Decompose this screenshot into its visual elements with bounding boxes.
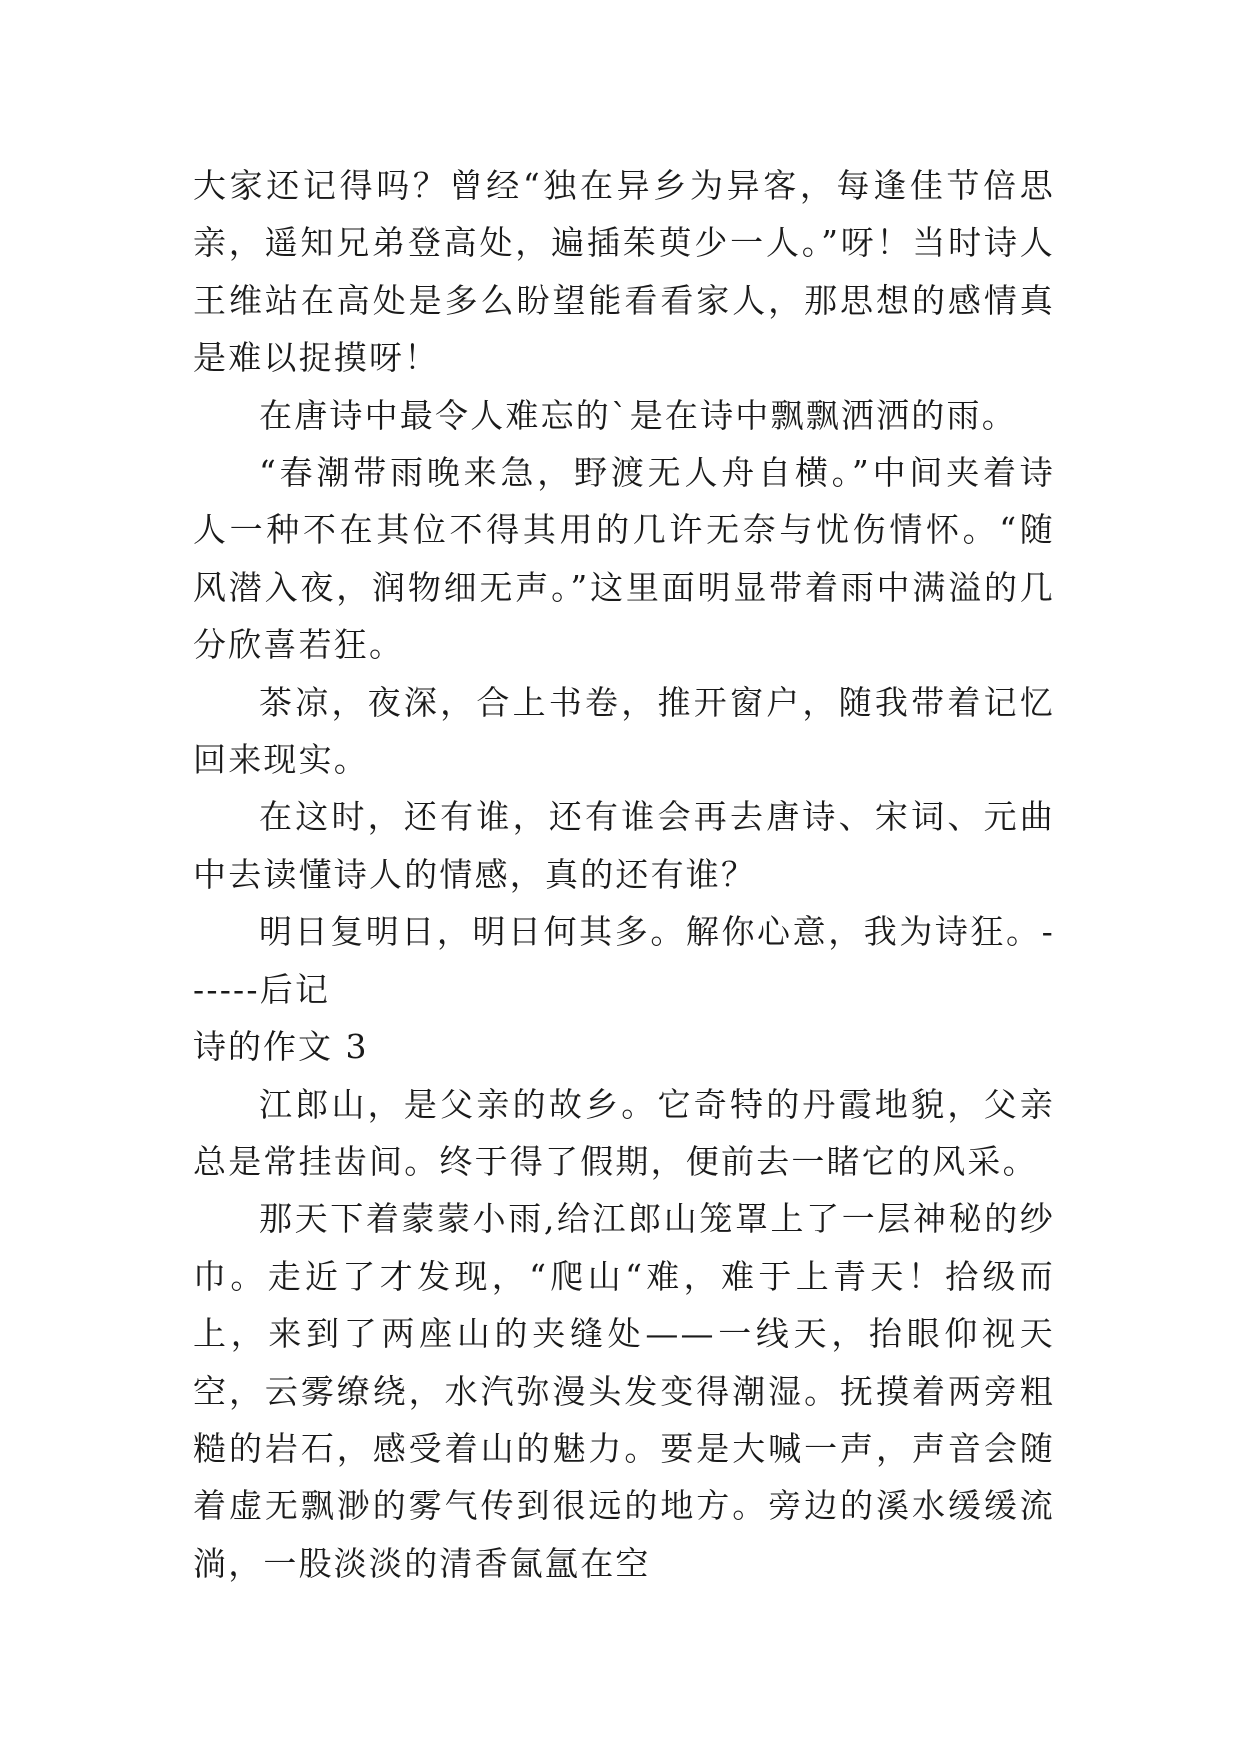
paragraph-spring-tide: “春潮带雨晚来急，野渡无人舟自横。”中间夹着诗人一种不在其位不得其用的几许无奈与忧伤情怀。“随风潜入夜，润物细无声。”这里面明显带着雨中满溢的几分欣喜若狂。	[193, 453, 1055, 665]
paragraph-rainy-day: 那天下着蒙蒙小雨,给江郎山笼罩上了一层神秘的纱巾。走近了才发现，“爬山“难，难于上青天！拾级而上，来到了两座山的夹缝处——一线天，抬眼仰视天空，云雾缭绕，水汽弥漫头发变得潮湿。抚摸着两旁粗糙的岩石，感受着山的魅力。要是大喊一声，声音会随着虚无飘渺的雾气传到很远的地方。旁边的溪水缓缓流淌，一股淡淡的清香氤氲在空	[193, 1199, 1055, 1583]
paragraph-who: 在这时，还有谁，还有谁会再去唐诗、宋词、元曲中去读懂诗人的情感，真的还有谁？	[193, 797, 1055, 894]
section-heading: 诗的作文 3	[193, 1027, 369, 1067]
document-body	[193, 157, 1055, 1592]
paragraph-tea: 茶凉，夜深，合上书卷，推开窗户，随我带着记忆回来现实。	[193, 682, 1055, 780]
paragraph-rain: 在唐诗中最令人难忘的`是在诗中飘飘洒洒的雨。	[259, 395, 1017, 435]
paragraph-jianglang: 江郎山，是父亲的故乡。它奇特的丹霞地貌，父亲总是常挂齿间。终于得了假期，便前去一睹它的风采。	[193, 1084, 1055, 1181]
paragraph-postscript: 明日复明日，明日何其多。解你心意，我为诗狂。------后记	[193, 912, 1055, 1009]
paragraph-memory: 大家还记得吗？曾经“独在异乡为异客，每逢佳节倍思亲，遥知兄弟登高处，遍插茱萸少一人。”呀！当时诗人王维站在高处是多么盼望能看看家人，那思想的感情真是难以捉摸呀！	[193, 166, 1055, 378]
